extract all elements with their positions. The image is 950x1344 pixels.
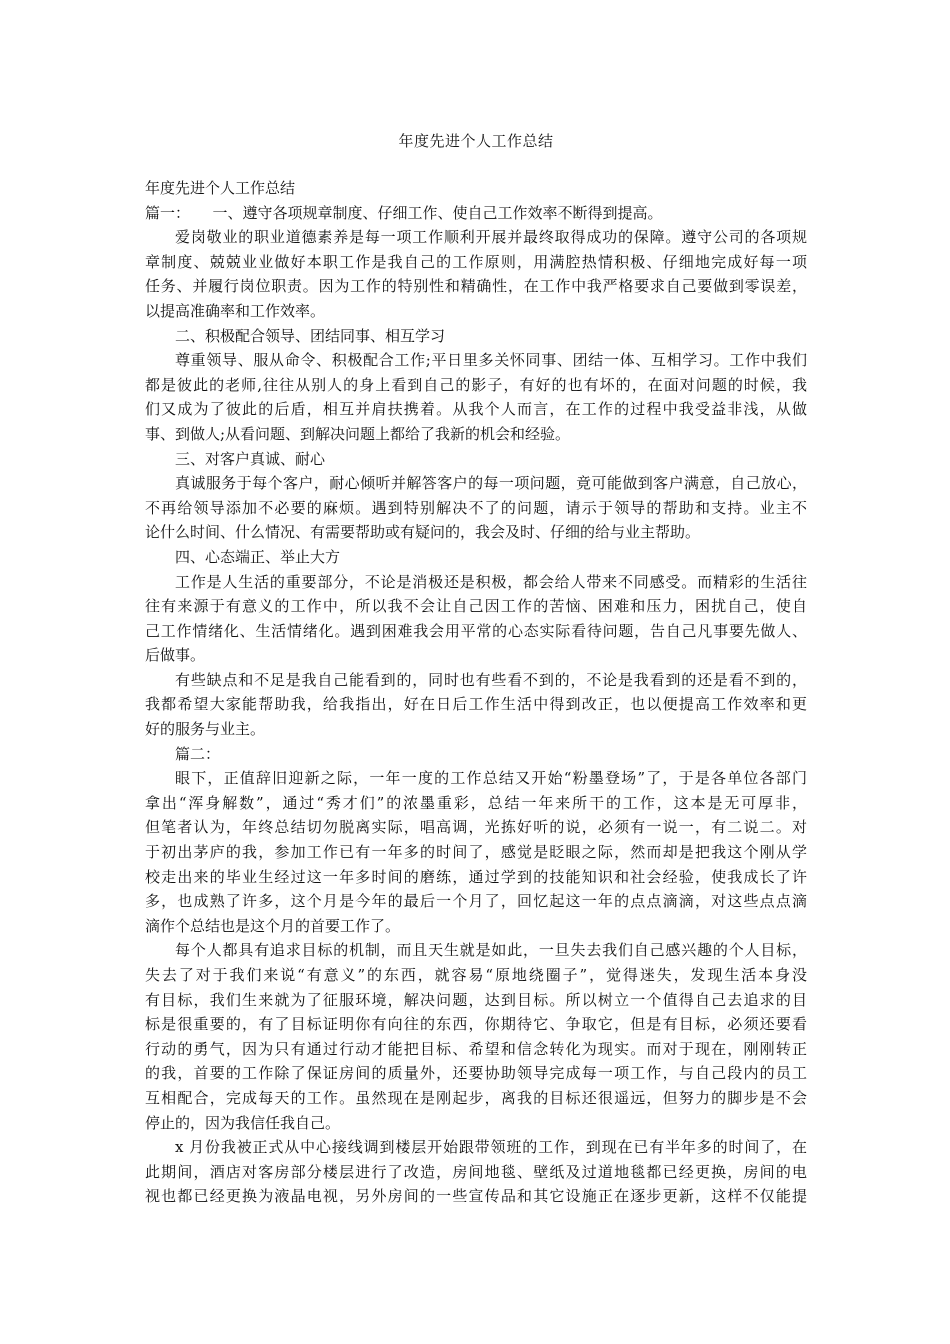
text-line: 多，也成熟了许多，这个月是今年的最后一个月了，回忆起这一年的点点滴滴，对这些点点滴	[145, 892, 807, 911]
text-line: 拿出“浑身解数”，通过“秀才们”的浓墨重彩，总结一年来所干的工作，这本是无可厚非，	[145, 793, 807, 812]
text-line: 有些缺点和不足是我自己能看到的，同时也有些看不到的，不论是我看到的还是看不到的，	[175, 670, 807, 689]
text-line: 于初出茅庐的我，参加工作已有一年多的时间了，感觉是眨眼之际，然而却是把我这个刚从学	[145, 843, 807, 862]
text-line: 们又成为了彼此的后盾，相互并肩扶携着。从我个人而言，在工作的过程中我受益非浅，从做	[145, 400, 807, 419]
text-line: 都是彼此的老师,往往从别人的身上看到自己的影子，有好的也有坏的，在面对问题的时候，我	[145, 375, 807, 394]
text-line: 四、心态端正、举止大方	[175, 547, 341, 566]
text-line: 篇二：	[175, 744, 221, 763]
text-line: 但笔者认为，年终总结切勿脱离实际，唱高调，光拣好听的说，必须有一说一，有二说二。对	[145, 818, 807, 837]
text-line: 后做事。	[145, 646, 206, 665]
text-line: 真诚服务于每个客户，耐心倾听并解答客户的每一项问题，竟可能做到客户满意，自己放心，	[175, 474, 807, 493]
text-line: 互相配合，完成每天的工作。虽然现在是刚起步，离我的目标还很遥远，但努力的脚步是不会	[145, 1088, 807, 1107]
text-line: 不再给领导添加不必要的麻烦。遇到特别解决不了的问题，请示于领导的帮助和支持。业主不	[145, 498, 807, 517]
text-line: 章制度、兢兢业业做好本职工作是我自己的工作原则，用满腔热情积极、仔细地完成好每一项	[145, 252, 807, 271]
text-line: 我都希望大家能帮助我，给我指出，好在日后工作生活中得到改正，也以便提高工作效率和更	[145, 695, 807, 714]
text-line: 每个人都具有追求目标的机制，而且天生就是如此，一旦失去我们自己感兴趣的个人目标，	[175, 941, 807, 960]
text-line: 行动的勇气，因为只有通过行动才能把目标、希望和信念转化为现实。而对于现在，刚刚转正	[145, 1039, 807, 1058]
text-line: 事、到做人;从看问题、到解决问题上都给了我新的机会和经验。	[145, 424, 571, 443]
document-body	[145, 176, 807, 1209]
text-line: 己工作情绪化、生活情绪化。遇到困难我会用平常的心态实际看待问题，告自己凡事要先做人、	[145, 621, 807, 640]
text-line: 爱岗敬业的职业道德素养是每一项工作顺利开展并最终取得成功的保障。遵守公司的各项规	[175, 228, 807, 247]
text-line: 停止的，因为我信任我自己。	[145, 1113, 341, 1132]
text-line: x 月份我被正式从中心接线调到楼层开始跟带领班的工作，到现在已有半年多的时间了，在	[175, 1138, 807, 1157]
text-line: 视也都已经更换为液晶电视，另外房间的一些宣传品和其它设施正在逐步更新，这样不仅能提	[145, 1187, 807, 1206]
text-line: 工作是人生活的重要部分，不论是消极还是积极，都会给人带来不同感受。而精彩的生活往	[175, 572, 807, 591]
text-line: 三、对客户真诚、耐心	[175, 449, 326, 468]
text-line: 任务、并履行岗位职责。因为工作的特别性和精确性，在工作中我严格要求自己要做到零误差，	[145, 277, 807, 296]
text-line: 尊重领导、服从命令、积极配合工作;平日里多关怀同事、团结一体、互相学习。工作中我们	[175, 351, 807, 370]
text-line: 年度先进个人工作总结	[145, 179, 296, 197]
text-line: 眼下，正值辞旧迎新之际，一年一度的工作总结又开始“粉墨登场”了，于是各单位各部门	[175, 769, 807, 788]
text-line: 篇一： 一、遵守各项规章制度、仔细工作、使自己工作效率不断得到提高。	[145, 203, 663, 222]
document-title: 年度先进个人工作总结	[398, 132, 554, 150]
text-line: 往有来源于有意义的工作中，所以我不会让自己因工作的苦恼、困难和压力，困扰自己，使自	[145, 597, 807, 616]
text-line: 论什么时间、什么情况、有需要帮助或有疑问的，我会及时、仔细的给与业主帮助。	[145, 523, 701, 542]
text-line: 好的服务与业主。	[145, 720, 266, 739]
text-line: 滴作个总结也是这个月的首要工作了。	[145, 916, 401, 935]
text-line: 校走出来的毕业生经过这一年多时间的磨练，通过学到的技能知识和社会经验，使我成长了许	[145, 867, 807, 886]
text-line: 失去了对于我们来说“有意义”的东西，就容易“原地绕圈子”，觉得迷失，发现生活本身没	[145, 966, 807, 984]
text-line: 二、积极配合领导、团结同事、相互学习	[175, 326, 446, 345]
text-line: 以提高准确率和工作效率。	[145, 301, 326, 320]
text-line: 的我，首要的工作除了保证房间的质量外，还要协助领导完成每一项工作，与自己段内的员工	[145, 1064, 807, 1083]
text-line: 标是很重要的，有了目标证明你有向往的东西，你期待它、争取它，但是有目标，必须还要看	[145, 1015, 807, 1034]
text-line: 有目标，我们生来就为了征服环境，解决问题，达到目标。所以树立一个值得自己去追求的目	[145, 990, 807, 1009]
text-line: 此期间，酒店对客房部分楼层进行了改造，房间地毯、壁纸及过道地毯都已经更换，房间的电	[145, 1162, 807, 1181]
